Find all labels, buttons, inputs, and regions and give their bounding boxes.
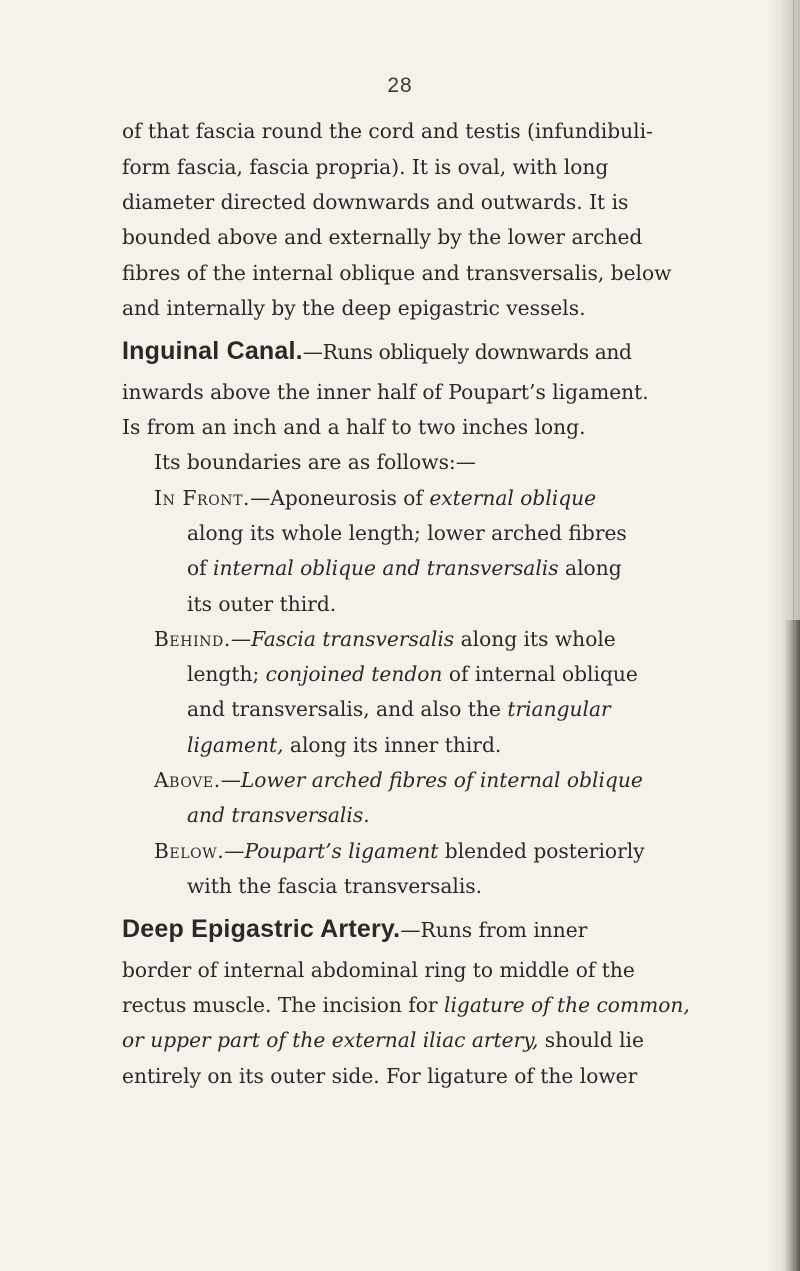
- text-line: diameter directed downwards and outwards. It is: [122, 190, 629, 214]
- text-line: Above.—Lower arched fibres of internal oblique: [154, 768, 643, 792]
- text-line: rectus muscle. The incision for ligature of the common,: [122, 993, 690, 1017]
- text-line: ligament, along its inner third.: [187, 733, 502, 757]
- page-number: 28: [387, 74, 413, 97]
- section-heading-line: Deep Epigastric Artery.—Runs from inner: [122, 915, 588, 943]
- text-line: and internally by the deep epigastric vessels.: [122, 296, 586, 320]
- text-line: entirely on its outer side. For ligature of the lower: [122, 1064, 638, 1088]
- text-line: and transversalis, and also the triangular: [187, 697, 611, 721]
- text-line: its outer third.: [187, 592, 337, 616]
- label-behind: Behind.: [154, 627, 231, 651]
- text-line: and transversalis.: [187, 803, 370, 827]
- heading-deep-epigastric-artery: Deep Epigastric Artery.: [122, 915, 401, 943]
- text-line: or upper part of the external iliac artery, should lie: [122, 1028, 644, 1052]
- heading-inguinal-canal: Inguinal Canal.: [122, 337, 303, 365]
- text-line: Below.—Poupart’s ligament blended posteriorly: [154, 839, 645, 863]
- section-heading-line: Inguinal Canal.—Runs obliquely downwards and: [122, 337, 632, 365]
- text-line: Behind.—Fascia transversalis along its whole: [154, 627, 616, 651]
- text-line: of that fascia round the cord and testis (infundibuli-: [122, 119, 653, 143]
- text-line: Is from an inch and a half to two inches long.: [122, 415, 586, 439]
- text-line: border of internal abdominal ring to middle of the: [122, 958, 635, 982]
- label-below: Below.: [154, 839, 225, 863]
- page-edge-dark: [784, 620, 800, 1271]
- label-above: Above.: [154, 768, 221, 792]
- text-line: In Front.—Aponeurosis of external oblique: [154, 486, 597, 510]
- text-line: along its whole length; lower arched fibres: [187, 521, 627, 545]
- text-line: length; conjoined tendon of internal oblique: [187, 662, 638, 686]
- text-line: inwards above the inner half of Poupart’s ligament.: [122, 380, 649, 404]
- text-line: of internal oblique and transversalis along: [187, 556, 622, 580]
- text-line: bounded above and externally by the lower arched: [122, 225, 643, 249]
- text-line: Its boundaries are as follows:—: [154, 450, 476, 474]
- page-edge-line: [793, 0, 794, 1271]
- text-line: form fascia, fascia propria). It is oval, with long: [122, 155, 609, 179]
- text-line: with the fascia transversalis.: [187, 874, 483, 898]
- label-in-front: In Front.: [154, 486, 251, 510]
- text-line: fibres of the internal oblique and transversalis, below: [122, 261, 672, 285]
